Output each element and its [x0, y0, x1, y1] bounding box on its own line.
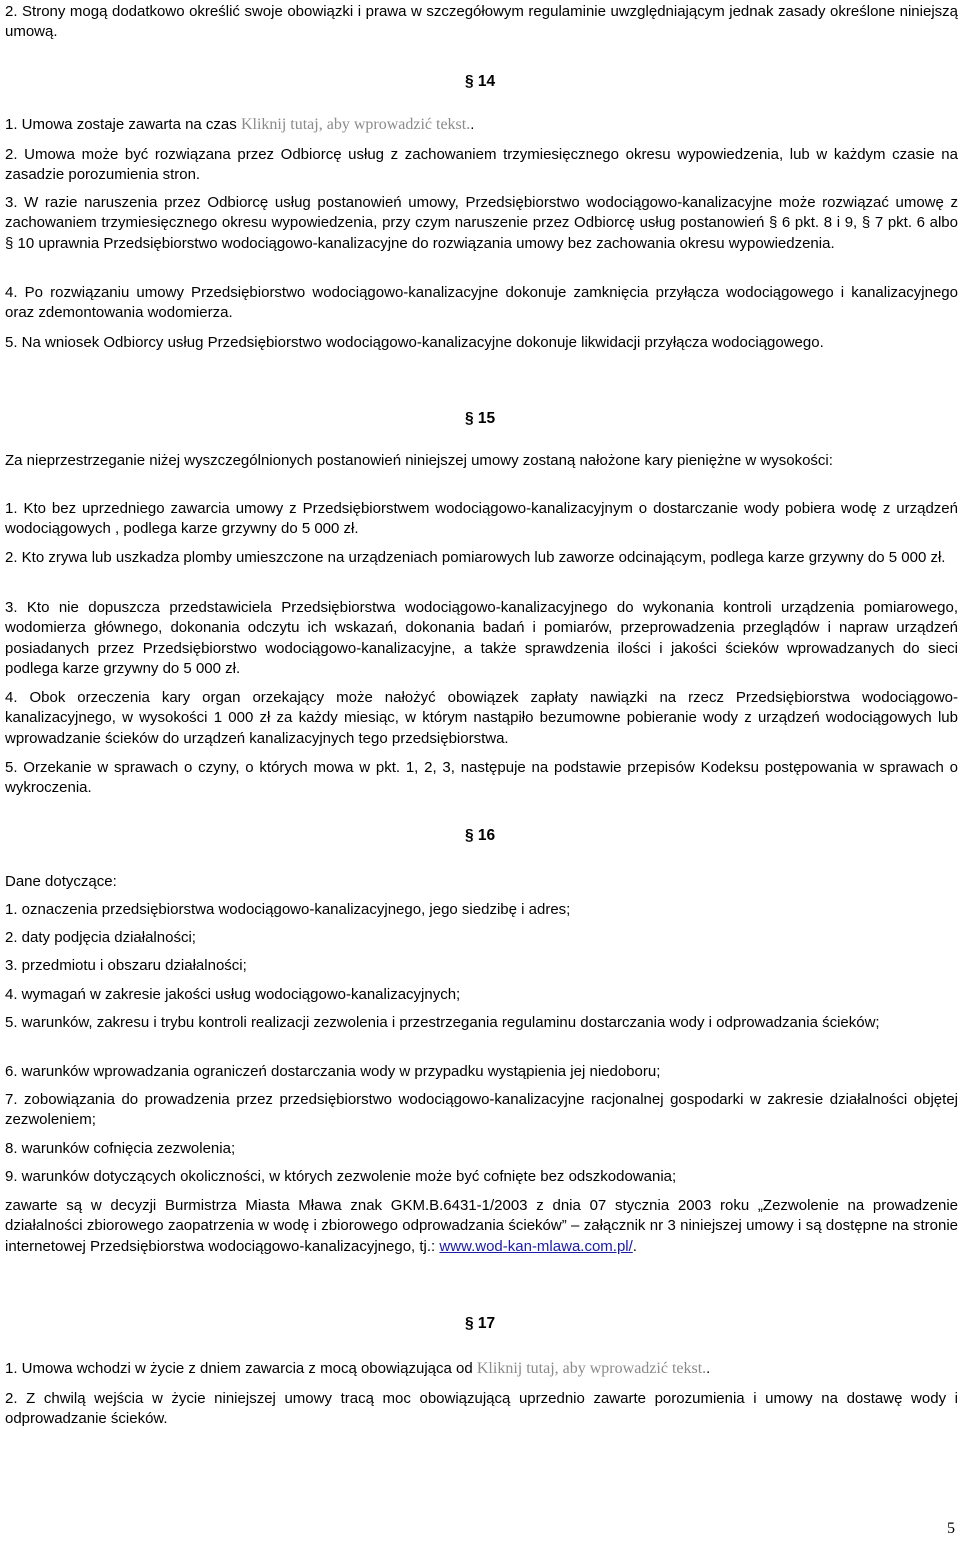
paragraph-15-5: 5. Orzekanie w sprawach o czyny, o których mowa w pkt. 1, 2, 3, następuje na podstawie przepisów Kodeksu postępowania w sprawach o wykroczenia.	[5, 759, 958, 797]
section-heading-16: § 16	[465, 827, 496, 844]
paragraph-15-intro: Za nieprzestrzeganie niżej wyszczególnionych postanowień niniejszej umowy zostaną nałożone kary pieniężne w wysokości:	[5, 452, 833, 469]
paragraph-14-3: 3. W razie naruszenia przez Odbiorcę usług postanowień umowy, Przedsiębiorstwo wodociągowo-kanalizacyjne może rozwiązać umowę z zachowaniem trzymiesięcznego okresu wypowiedzenia, przy czym naruszenie przez Odbiorcę usług postanowień § 6 pkt. 8 i 9, § 7 pkt. 6 albo § 10 uprawnia Przedsiębiorstwo wodociągowo-kanalizacyjne do rozwiązania umowy bez zachowania okresu wypowiedzenia.	[5, 194, 958, 252]
paragraph-14-4: 4. Po rozwiązaniu umowy Przedsiębiorstwo wodociągowo-kanalizacyjne dokonuje zamknięcia przyłącza wodociągowego i kanalizacyjnego oraz zdemontowania wodomierza.	[5, 284, 958, 322]
list-item-16-3: 3. przedmiotu i obszaru działalności;	[5, 957, 247, 974]
paragraph-16-intro: Dane dotyczące:	[5, 873, 117, 890]
section-heading-15: § 15	[465, 410, 496, 427]
paragraph-16-decision-text: zawarte są w decyzji Burmistrza Miasta Mława znak GKM.B.6431-1/2003 z dnia 07 stycznia 2003 roku „Zezwolenie na prowadzenie działalności zbiorowego zaopatrzenia w wodę i zbiorowego odprowadzania ścieków” – załącznik nr 3 niniejszej umowy i są dostępne na stronie internetowej Przedsiębiorstwa wodociągowo-kanalizacyjnego, tj.:	[5, 1197, 958, 1255]
paragraph-16-decision-end: .	[632, 1237, 637, 1255]
paragraph-16-decision	[5, 1196, 958, 1257]
section-heading-14: § 14	[465, 73, 496, 90]
list-item-16-2: 2. daty podjęcia działalności;	[5, 929, 196, 946]
paragraph-14-1-end: .	[470, 116, 475, 133]
paragraph-14-2: 2. Umowa może być rozwiązana przez Odbiorcę usług z zachowaniem trzymiesięcznego okresu wypowiedzenia, lub w każdym czasie na zasadzie porozumienia stron.	[5, 146, 958, 184]
paragraph-13-2: 2. Strony mogą dodatkowo określić swoje obowiązki i prawa w szczegółowym regulaminie uwzględniającym jednak zasady określone niniejszą umową.	[5, 3, 958, 41]
list-item-16-7: 7. zobowiązania do prowadzenia przez przedsiębiorstwo wodociągowo-kanalizacyjne racjonalnej gospodarki w zakresie działalności objętej zezwoleniem;	[5, 1091, 958, 1129]
paragraph-15-1: 1. Kto bez uprzedniego zawarcia umowy z Przedsiębiorstwem wodociągowo-kanalizacyjnym o dostarczanie wody pobiera wodę z urządzeń wodociągowych , podlega karze grzywny do 5 000 zł.	[5, 500, 958, 538]
page-number: 5	[947, 1520, 955, 1537]
placeholder-field-effective-date[interactable]: Kliknij tutaj, aby wprowadzić tekst.	[476, 1360, 707, 1377]
paragraph-15-4: 4. Obok orzeczenia kary organ orzekający może nałożyć obowiązek zapłaty nawiązki na rzecz Przedsiębiorstwa wodociągowo-kanalizacyjnego, w wysokości 1 000 zł za każdy miesiąc, w którym nastąpiło bezumowne pobieranie wody z urządzeń wodociągowych lub wprowadzanie ścieków do urządzeń kanalizacyjnych tego przedsiębiorstwa.	[5, 689, 958, 747]
list-item-16-9: 9. warunków dotyczących okoliczności, w których zezwolenie może być cofnięte bez odszkodowania;	[5, 1168, 677, 1185]
list-item-16-6: 6. warunków wprowadzania ograniczeń dostarczania wody w przypadku wystąpienia jej niedoboru;	[5, 1063, 661, 1080]
paragraph-14-1-text: 1. Umowa zostaje zawarta na czas	[5, 116, 241, 133]
paragraph-17-1-text: 1. Umowa wchodzi w życie z dniem zawarcia z mocą obowiązująca od	[5, 1360, 477, 1377]
section-heading-17: § 17	[465, 1315, 496, 1332]
paragraph-17-1-end: .	[706, 1360, 711, 1377]
list-item-16-8: 8. warunków cofnięcia zezwolenia;	[5, 1140, 236, 1157]
paragraph-17-2: 2. Z chwilą wejścia w życie niniejszej umowy tracą moc obowiązującą uprzednio zawarte porozumienia i umowy na dostawę wody i odprowadzanie ścieków.	[5, 1390, 958, 1428]
website-link[interactable]: www.wod-kan-mlawa.com.pl/	[439, 1237, 633, 1255]
list-item-16-4: 4. wymagań w zakresie jakości usług wodociągowo-kanalizacyjnych;	[5, 986, 461, 1003]
paragraph-17-1	[5, 1359, 958, 1379]
paragraph-15-3: 3. Kto nie dopuszcza przedstawiciela Przedsiębiorstwa wodociągowo-kanalizacyjnego do wykonania kontroli urządzenia pomiarowego, wodomierza głównego, dokonania odczytu ich wskazań, dokonania badań i pomiarów, przeprowadzenia przeglądów i napraw urządzeń posiadanych przez Przedsiębiorstwo wodociągowo-kanalizacyjne, a także sprawdzenia ilości i jakości ścieków wprowadzanych do sieci podlega karze grzywny do 5 000 zł.	[5, 599, 958, 677]
paragraph-14-1	[5, 115, 958, 135]
paragraph-15-2: 2. Kto zrywa lub uszkadza plomby umieszczone na urządzeniach pomiarowych lub zaworze odcinającym, podlega karze grzywny do 5 000 zł.	[5, 549, 946, 566]
list-item-16-1: 1. oznaczenia przedsiębiorstwa wodociągowo-kanalizacyjnego, jego siedzibę i adres;	[5, 901, 571, 918]
paragraph-14-5: 5. Na wniosek Odbiorcy usług Przedsiębiorstwo wodociągowo-kanalizacyjne dokonuje likwidacji przyłącza wodociągowego.	[5, 334, 824, 351]
list-item-16-5: 5. warunków, zakresu i trybu kontroli realizacji zezwolenia i przestrzegania regulaminu dostarczania wody i odprowadzania ścieków;	[5, 1014, 880, 1031]
placeholder-field-duration[interactable]: Kliknij tutaj, aby wprowadzić tekst.	[240, 116, 471, 133]
